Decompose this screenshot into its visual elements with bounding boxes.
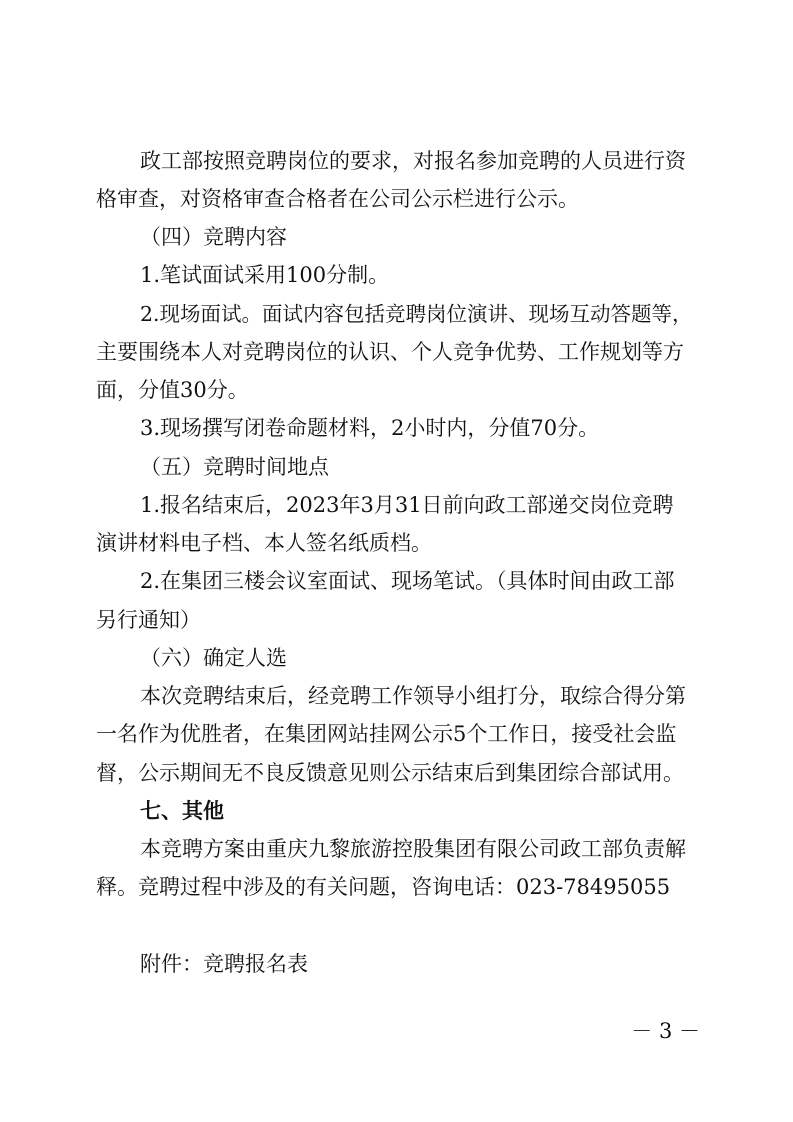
paragraph-line: 督，公示期间无不良反馈意见则公示结束后到集团综合部试用。	[96, 761, 684, 785]
section-heading-4: （四）竞聘内容	[140, 225, 287, 249]
paragraph-line: 释。竞聘过程中涉及的有关问题，咨询电话：023-78495055	[96, 875, 671, 899]
section-heading-6: （六）确定人选	[140, 646, 287, 670]
paragraph-line: 格审查，对资格审查合格者在公司公示栏进行公示。	[96, 187, 579, 211]
paragraph-line: 3.现场撰写闭卷命题材料，2小时内，分值70分。	[140, 416, 600, 440]
attachment-line: 附件：竞聘报名表	[140, 952, 308, 976]
paragraph-line: 本竞聘方案由重庆九黎旅游控股集团有限公司政工部负责解	[140, 837, 686, 861]
paragraph-line: 1.笔试面试采用100分制。	[140, 263, 390, 287]
page-number: － 3 －	[631, 1019, 700, 1043]
paragraph-line: 2.现场面试。面试内容包括竞聘岗位演讲、现场互动答题等，	[140, 302, 693, 326]
section-heading-5: （五）竞聘时间地点	[140, 455, 329, 479]
chapter-heading-7: 七、其他	[140, 799, 224, 823]
paragraph-line: 演讲材料电子档、本人签名纸质档。	[96, 531, 432, 555]
paragraph-line: 主要围绕本人对竞聘岗位的认识、个人竞争优势、工作规划等方	[96, 340, 684, 364]
paragraph-line: 一名作为优胜者，在集团网站挂网公示5个工作日，接受社会监	[96, 722, 677, 746]
paragraph-line: 另行通知）	[96, 608, 201, 632]
paragraph-line: 2.在集团三楼会议室面试、现场笔试。（具体时间由政工部	[140, 569, 675, 593]
paragraph-line: 本次竞聘结束后，经竞聘工作领导小组打分，取综合得分第	[140, 684, 686, 708]
paragraph-line: 面，分值30分。	[96, 378, 249, 402]
paragraph-line: 1.报名结束后，2023年3月31日前向政工部递交岗位竞聘	[140, 493, 674, 517]
paragraph-line: 政工部按照竞聘岗位的要求，对报名参加竞聘的人员进行资	[140, 149, 686, 173]
